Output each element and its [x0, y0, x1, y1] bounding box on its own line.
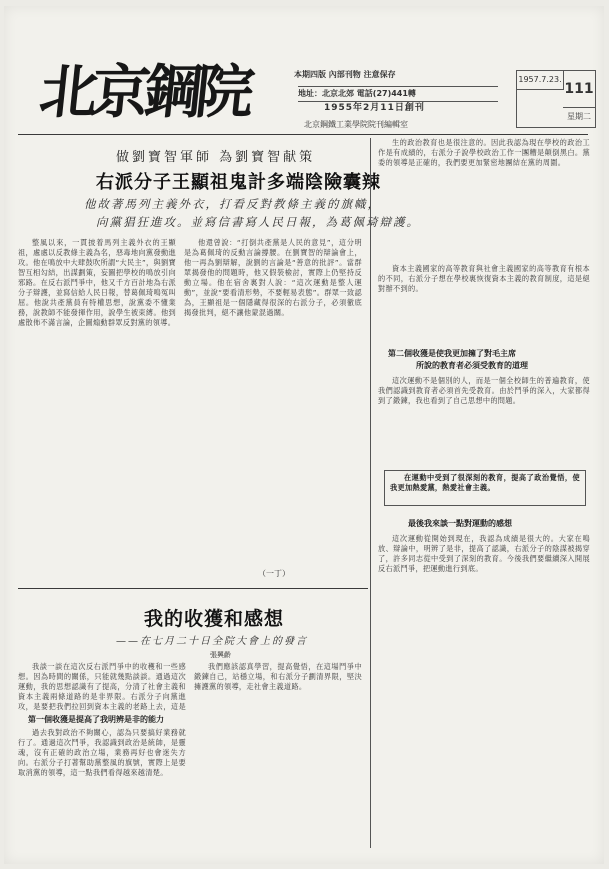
article2-section-head: 第一個收獲是提高了我明辨是非的能力 — [28, 715, 164, 724]
article1-subhead-1: 他故著馬列主義外衣，打看反對教條主義的旗幟， — [84, 197, 381, 211]
sidebar-text-bottom: 這次運動從開始到現在，我認為成績是很大的。大家在鳴放、辯論中，明辨了是非，提高了認識，右派分子的陰謀被揭穿了，許多同志從中受到了深刻的教育。今後我們要繼續深入開展反右派鬥爭，把運動進行到底。 — [378, 534, 590, 573]
masthead-publisher: 北京鋼鐵工業學院院刊編輯室 — [304, 120, 408, 129]
article1-kicker: 做劉寶智軍師 為劉寶智献策 — [116, 150, 316, 165]
sidebar-section-head-1: 第二個收獲是使我更加擁了對毛主席 — [388, 349, 516, 358]
article-divider — [18, 588, 368, 589]
article1-headline: 右派分子王顯祖鬼計多端陰險囊辣 — [96, 172, 381, 193]
sidebar-text-top-2: 資本主義國家的高等教育與社會主義國家的高等教育有根本的不同，右派分子想在學校裏恢復資本主義的教育制度，這是絕對辦不到的。 — [378, 264, 590, 293]
newspaper-page — [4, 6, 604, 864]
issue-date: 1957.7.23. — [517, 71, 564, 90]
issue-box — [516, 70, 596, 128]
sidebar-section-head-1b: 所說的教育者必須受教育的道理 — [416, 361, 528, 370]
newspaper-title: 北京鋼院 — [36, 58, 252, 126]
sidebar-text-top: 生的政治教育也是很注意的。因此我認為現在學校的政治工作是有成績的，右派分子說學校政治工作一團糟是顛倒黑白。黨委的領導是正確的，我們要更加緊密地團結在黨的周圍。 — [378, 138, 590, 167]
masthead-info — [274, 66, 596, 129]
masthead-rule — [18, 134, 588, 135]
article1-column-2: 他還曾說：“打倒共產黨是人民的意見”，這分明是為葛佩琦的反動言論撐腰。在劉寶智的辯論會上，他一再為劉辯解，說劉的言論是“善意的批評”。當群眾揭發他的問題時，他又假裝檢討，實際上仍堅持反動立場。他在宿舍裏對人說：“這次運動是整人運動”，並說“要看清形勢，不要輕易表態”。群眾一致認為，王顯祖是一個隱藏得很深的右派分子，必須徹底揭發批判，絕不讓他蒙混過關。 — [184, 238, 362, 317]
article1-subhead-2: 向黨猖狂進攻。並寫信書寫人民日報，為葛佩琦辯護。 — [96, 215, 420, 229]
masthead-founded: 1955年2月11日創刊 — [324, 103, 425, 113]
article1-signature: （一丁） — [258, 569, 290, 578]
article2-column-1b: 過去我對政治不夠關心，認為只要搞好業務就行了。通過這次鬥爭，我認識到政治是統帥，是靈魂，沒有正確的政治立場，業務再好也會迷失方向。右派分子打著幫助黨整風的旗號，實際上是要取消黨的領導，這一點我們看得越來越清楚。 — [18, 728, 186, 777]
article2-column-2: 我們應該認真學習，提高覺悟，在這場鬥爭中鍛鍊自己，站穩立場，和右派分子劃清界限，堅決擁護黨的領導，走社會主義道路。 — [194, 662, 362, 691]
article2-subhead: ——在七月二十日全院大會上的發言 — [116, 636, 308, 647]
masthead-edition-note: 本期四版 內部刊物 注意保存 — [294, 70, 396, 79]
masthead — [4, 6, 604, 136]
issue-number: 111 — [563, 71, 595, 108]
article1-column-1: 整風以來，一貫披着馬列主義外衣的王顯祖，處處以反教條主義為名，惡毒地向黨發動進攻。他在鳴放中大肆鼓吹所謂“大民主”，與劉寶智互相勾結，出謀劃策，妄圖把學校的鳴放引向邪路。在反右派鬥爭中，他又千方百計地為右派分子辯護，並寫信給人民日報，替葛佩琦鳴冤叫屈。他說共產黨員有特權思想，說黨委不懂業務，說教師不能發揮作用，說學生被束縛。他到處散佈不滿言論，企圖煽動群眾反對黨的領導。 — [18, 238, 176, 327]
masthead-address: 地址：北京北郊 電話(27)441轉 — [298, 86, 498, 102]
column-divider — [370, 138, 371, 848]
article2-column-1: 我談一談在這次反右派鬥爭中的收穫和一些感想。因為時間的關係，只能就幾點談談。通過這次運動，我的思想認識有了提高，分清了社會主義和資本主義兩條道路的是非界限。右派分子向黨進攻，是要把我們拉回到資本主義的老路上去，這是 — [18, 662, 186, 711]
article2-headline: 我的收獲和感想 — [144, 608, 285, 630]
issue-weekday: 星期二 — [567, 112, 591, 121]
sidebar-section-head-2: 最後我來談一點對運動的感想 — [408, 519, 512, 528]
sidebar-text-middle: 這次運動不是個別的人，而是一個全校師生的普遍教育，使我們認識到教育者必須首先受教育。由於鬥爭的深入，大家都得到了鍛鍊，我也看到了自己思想中的問題。 — [378, 376, 590, 405]
article2-author: 張興齡 — [210, 651, 231, 659]
sidebar-highlight-text: 在運動中受到了很深刻的教育，提高了政治覺悟，使我更加熱愛黨，熱愛社會主義。 — [390, 473, 580, 492]
